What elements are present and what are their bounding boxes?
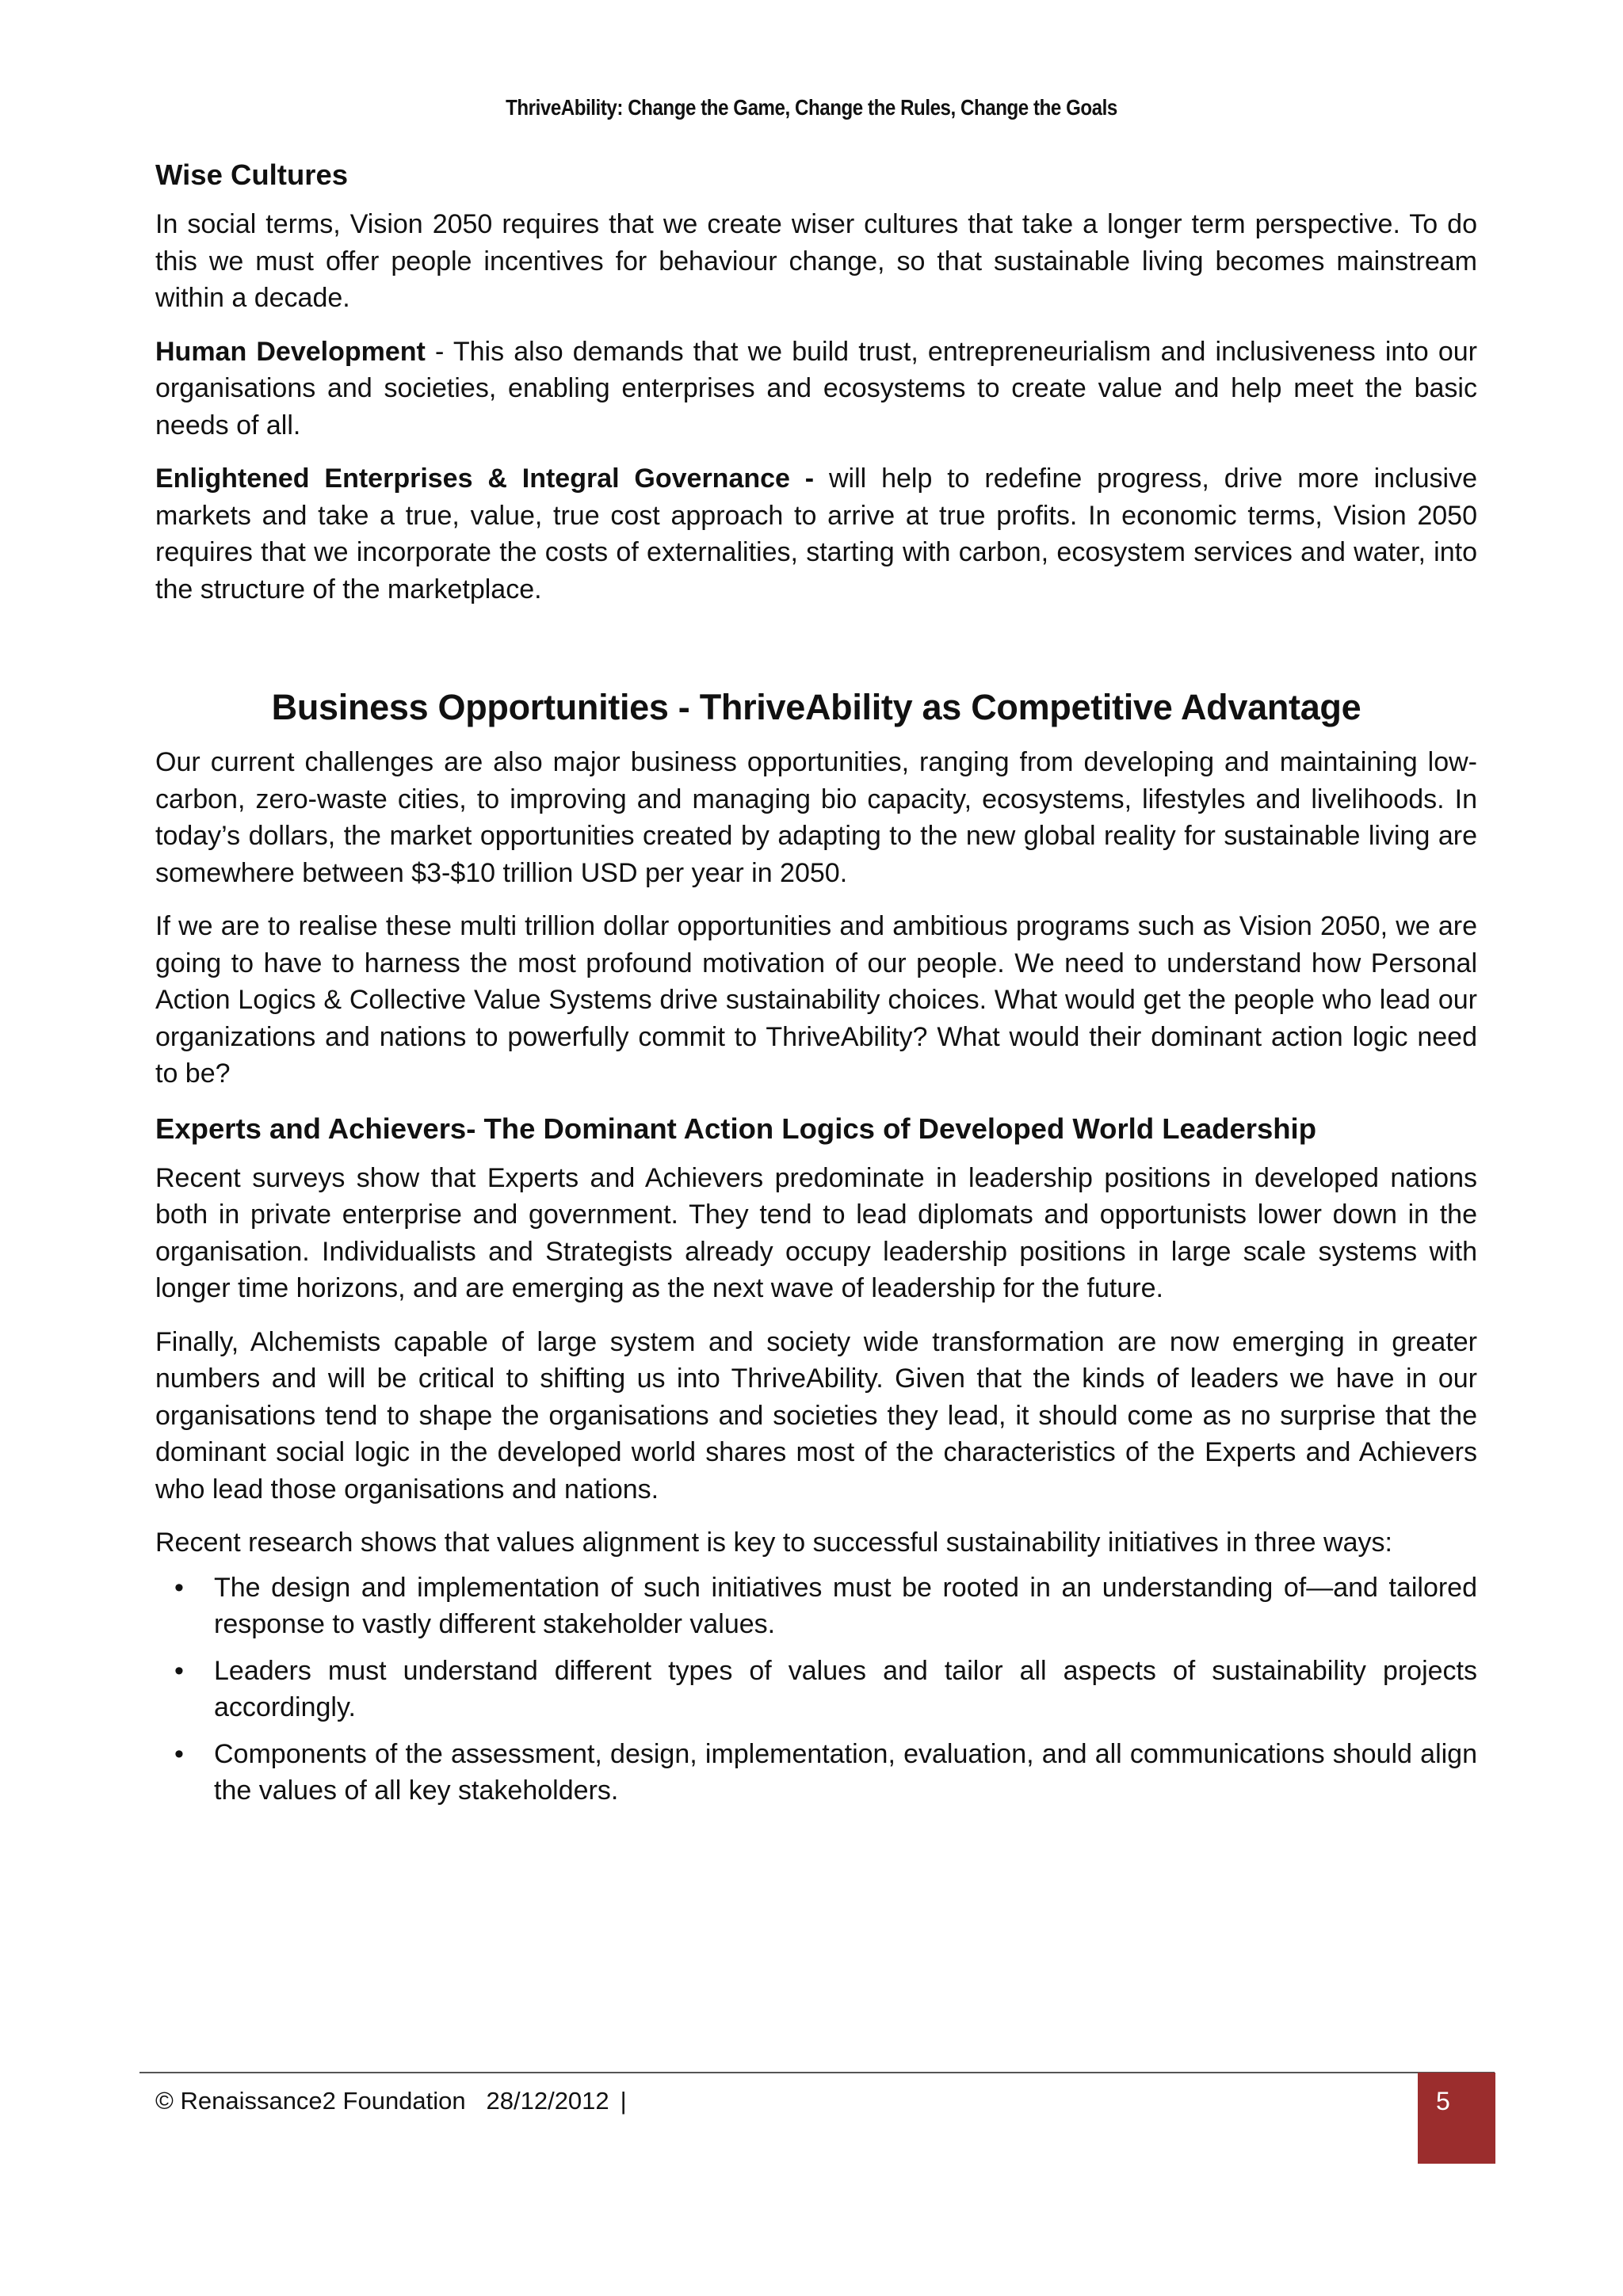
enlightened-enterprises-label: Enlightened Enterprises & Integral Governance - [155,463,815,494]
business-paragraph-2: If we are to realise these multi trillion dollar opportunities and ambitious programs such as Vision 2050, we are going to have to harness the most profound motivation of our people. We need to understand how Personal Action Logics & Collective Value Systems drive sustainability choices. What would get the people who lead our organizations and nations to powerfully commit to ThriveAbility? What would their dominant action logic need to be? [155,911,1477,1089]
list-item-text: Leaders must understand different types of values and tailor all aspects of sustainability projects accordingly. [214,1655,1477,1722]
business-opportunities-heading: Business Opportunities - ThriveAbility as Competitive Advantage [271,687,1361,727]
human-development-label: Human Development [155,336,426,367]
list-item-text: The design and implementation of such initiatives must be rooted in an understanding of—and tailored response to vastly different stakeholder values. [214,1572,1477,1639]
human-development-text: - This also demands that we build trust, entrepreneurialism and inclusiveness into our organisations and societies, enabling enterprises and ecosystems to create value and help meet the basic needs of all. [155,336,1477,441]
list-item [174,1653,1477,1726]
bullet-icon: • [174,1655,184,1686]
document-body [155,155,1477,1819]
experts-paragraph-2: Finally, Alchemists capable of large system and society wide transformation are now emerging in greater numbers and will be critical to shifting us into ThriveAbility. Given that the kinds of leaders we have in our organisations tend to shape the organisations and societies they lead, it should come as no surprise that the dominant social logic in the developed world shares most of the characteristics of the Experts and Achievers who lead those organisations and nations. [155,1326,1477,1505]
footer-divider [139,2072,1495,2073]
footer-separator: | [620,2087,627,2115]
list-item [174,1569,1477,1643]
bullet-icon: • [174,1572,184,1603]
enlightened-enterprises-paragraph [155,460,1477,608]
page-header-title: ThriveAbility: Change the Game, Change the Rules, Change the Goals [506,95,1117,120]
experts-paragraph-3: Recent research shows that values alignment is key to successful sustainability initiatives in three ways: [155,1527,1392,1558]
enlightened-enterprises-text: will help to redefine progress, drive more inclusive markets and take a true, value, true cost approach to arrive at true profits. In economic terms, Vision 2050 requires that we incorporate the costs of externalities, starting with carbon, ecosystem services and water, into the structure of the marketplace. [155,463,1477,605]
wise-cultures-paragraph: In social terms, Vision 2050 requires that we create wiser cultures that take a longer term perspective. To do this we must offer people incentives for behaviour change, so that sustainable living becomes mainstream within a decade. [155,209,1477,313]
page-number-badge [1418,2073,1495,2164]
experts-paragraph-1: Recent surveys show that Experts and Achievers predominate in leadership positions in developed nations both in private enterprise and government. They tend to lead diplomats and opportunists lower down in the organisation. Individualists and Strategists already occupy leadership positions in large scale systems with longer time horizons, and are emerging as the next wave of leadership for the future. [155,1162,1477,1303]
experts-achievers-heading: Experts and Achievers- The Dominant Action Logics of Developed World Leadership [155,1112,1316,1145]
list-item [174,1736,1477,1810]
page-number: 5 [1436,2087,1450,2115]
footer [155,2085,627,2117]
list-item-text: Components of the assessment, design, implementation, evaluation, and all communications should align the values of all key stakeholders. [214,1738,1477,1806]
human-development-paragraph [155,334,1477,444]
footer-copyright: © Renaissance2 Foundation [155,2087,466,2115]
bullet-icon: • [174,1738,184,1769]
wise-cultures-heading: Wise Cultures [155,158,349,191]
business-paragraph-1: Our current challenges are also major business opportunities, ranging from developing and maintaining low-carbon, zero-waste cities, to improving and managing bio capacity, ecosystems, lifestyles and livelihoods. In today’s dollars, the market opportunities created by adapting to the new global reality for sustainable living are somewhere between $3-$10 trillion USD per year in 2050. [155,747,1477,888]
footer-date: 28/12/2012 [486,2087,609,2115]
values-alignment-list [155,1569,1477,1810]
